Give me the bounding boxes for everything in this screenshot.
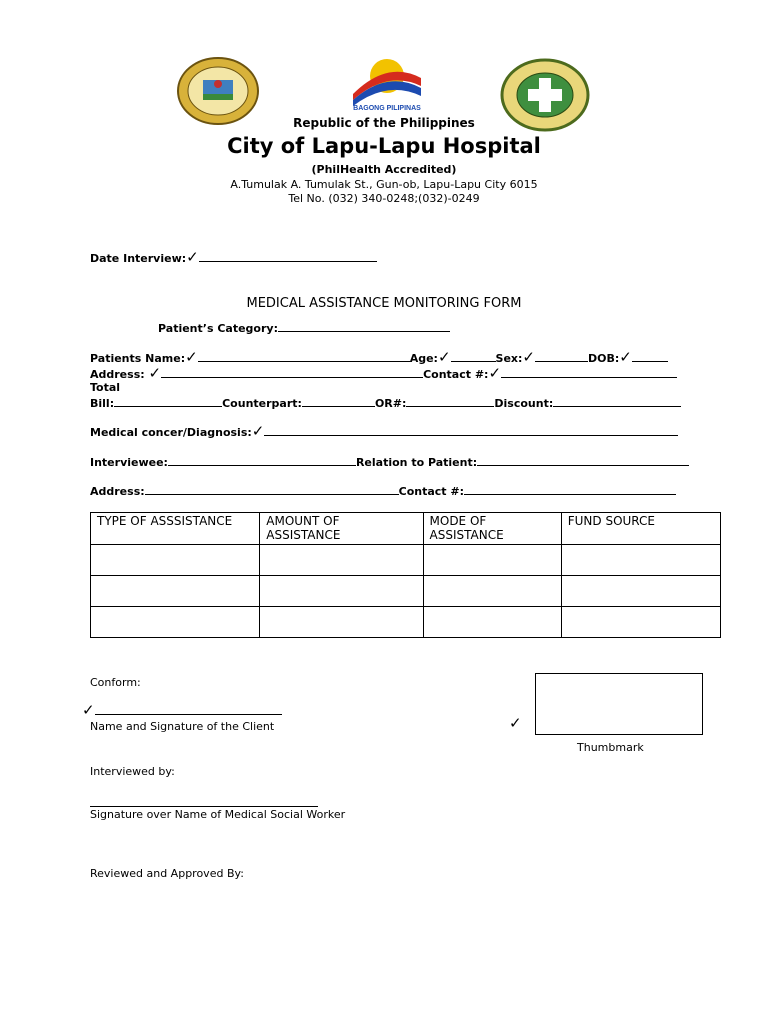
date-interview-label: Date Interview: — [90, 252, 187, 265]
interviewed-by-label: Interviewed by: — [90, 765, 175, 778]
bill-label: Bill: — [90, 397, 115, 410]
table-cell[interactable] — [91, 576, 260, 607]
table-cell[interactable] — [91, 607, 260, 638]
address2-row — [90, 484, 676, 498]
table-header-amount: AMOUNT OF ASSISTANCE — [260, 513, 423, 545]
hospital-address: A.Tumulak A. Tumulak St., Gun-ob, Lapu-Lapu City 6015 — [230, 178, 538, 191]
table-header-type: TYPE OF ASSSISTANCE — [91, 513, 260, 545]
bagong-pilipinas-text: BAGONG PILIPINAS — [353, 105, 421, 112]
check-icon: ✓ — [185, 348, 198, 366]
relation-label: Relation to Patient: — [355, 456, 478, 469]
contact-label: Contact #: — [423, 368, 489, 381]
table-row — [91, 545, 721, 576]
check-icon: ✓ — [522, 348, 535, 366]
table-cell[interactable] — [561, 545, 720, 576]
table-cell[interactable] — [260, 576, 423, 607]
table-cell[interactable] — [260, 607, 423, 638]
table-header-mode: MODE OF ASSISTANCE — [423, 513, 561, 545]
dob-label: DOB: — [587, 352, 620, 365]
conform-label: Conform: — [90, 676, 141, 689]
check-icon: ✓ — [488, 364, 502, 382]
address2-field[interactable] — [145, 484, 399, 495]
check-icon: ✓ — [186, 248, 199, 266]
interviewee-field[interactable] — [168, 455, 356, 466]
dob-field[interactable] — [632, 351, 668, 362]
thumbmark-box[interactable] — [535, 673, 703, 735]
interviewee-row — [90, 455, 689, 469]
patient-name-row — [90, 350, 668, 365]
assistance-table — [90, 512, 721, 638]
age-field[interactable] — [451, 351, 496, 362]
relation-field[interactable] — [477, 455, 689, 466]
diagnosis-row — [90, 424, 678, 439]
client-signature-row — [82, 703, 282, 718]
bagong-pilipinas-logo — [345, 50, 429, 112]
table-cell[interactable] — [91, 545, 260, 576]
contact2-label: Contact #: — [398, 485, 465, 498]
contact2-field[interactable] — [464, 484, 676, 495]
counterpart-field[interactable] — [302, 396, 375, 407]
date-interview-field[interactable] — [199, 251, 377, 262]
address2-label: Address: — [90, 485, 145, 498]
table-row — [91, 607, 721, 638]
hospital-tel: Tel No. (032) 340-0248;(032)-0249 — [288, 192, 480, 205]
thumbmark-label: Thumbmark — [577, 741, 644, 754]
client-signature-label: Name and Signature of the Client — [90, 720, 275, 733]
check-icon: ✓ — [437, 348, 451, 366]
table-cell[interactable] — [423, 607, 561, 638]
republic-text: Republic of the Philippines — [293, 116, 475, 130]
patient-category-row — [158, 321, 450, 335]
patients-name-label: Patients Name: — [90, 352, 186, 365]
diagnosis-label: Medical concer/Diagnosis: — [90, 426, 252, 439]
check-icon: ✓ — [251, 422, 265, 440]
sex-field[interactable] — [535, 351, 588, 362]
discount-label: Discount: — [494, 397, 554, 410]
social-worker-signature-field[interactable] — [90, 796, 318, 807]
patient-category-field[interactable] — [278, 321, 450, 332]
social-worker-label: Signature over Name of Medical Social Worker — [90, 808, 346, 821]
table-header-row — [91, 513, 721, 545]
table-cell[interactable] — [423, 545, 561, 576]
address-label: Address: — [90, 368, 145, 381]
table-cell[interactable] — [561, 576, 720, 607]
address-row — [90, 366, 677, 381]
check-icon: ✓ — [148, 364, 162, 382]
patient-category-label: Patient’s Category: — [158, 322, 278, 335]
check-icon: ✓ — [82, 701, 95, 719]
bill-field[interactable] — [114, 396, 222, 407]
client-signature-field[interactable] — [95, 704, 282, 715]
check-icon: ✓ — [619, 348, 632, 366]
table-cell[interactable] — [423, 576, 561, 607]
interviewee-label: Interviewee: — [90, 456, 168, 469]
or-label: OR#: — [374, 397, 407, 410]
or-field[interactable] — [406, 396, 494, 407]
table-cell[interactable] — [260, 545, 423, 576]
bill-row — [90, 396, 681, 410]
date-interview-row — [90, 250, 377, 265]
check-icon: ✓ — [509, 714, 522, 732]
table-cell[interactable] — [561, 607, 720, 638]
accreditation-text: (PhilHealth Accredited) — [311, 163, 457, 176]
form-title: MEDICAL ASSISTANCE MONITORING FORM — [246, 296, 522, 311]
age-label: Age: — [409, 352, 438, 365]
table-row — [91, 576, 721, 607]
total-label: Total — [90, 381, 121, 394]
diagnosis-field[interactable] — [264, 425, 678, 436]
counterpart-label: Counterpart: — [222, 397, 302, 410]
patients-name-field[interactable] — [198, 351, 410, 362]
sex-label: Sex: — [495, 352, 523, 365]
hospital-name: City of Lapu-Lapu Hospital — [227, 134, 541, 158]
discount-field[interactable] — [553, 396, 681, 407]
table-header-fund: FUND SOURCE — [561, 513, 720, 545]
contact-field[interactable] — [501, 367, 677, 378]
address-field[interactable] — [161, 367, 423, 378]
reviewed-approved-label: Reviewed and Approved By: — [90, 867, 244, 880]
